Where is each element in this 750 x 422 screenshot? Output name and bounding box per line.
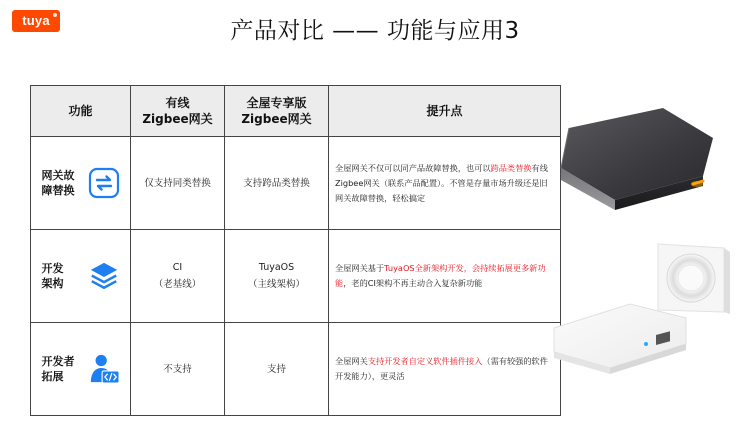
tuya-logo: tuya [12, 10, 60, 32]
func-label: 开发 架构 [41, 262, 64, 290]
table-row [31, 230, 561, 323]
page-title: 产品对比 —— 功能与应用3 [230, 18, 520, 44]
cell-zigbee-replace: 仅支持同类替换 [131, 137, 225, 230]
table-row [31, 323, 561, 416]
table-row [31, 137, 561, 230]
cell-zigbee-dev: 不支持 [131, 323, 225, 416]
header-whole-home-gateway: 全屋专享版 Zigbee网关 [225, 86, 329, 137]
func-label: 网关故 障替换 [41, 169, 75, 197]
white-gateway-image [548, 240, 740, 380]
cell-zigbee-arch: CI （老基线） [131, 230, 225, 323]
layers-stack-icon [88, 260, 120, 292]
cell-improve: 全屋网关基于TuyaOS全新架构开发，会持续拓展更多新功能，老的CI架构不再主动合入复杂新功能 [329, 230, 561, 323]
header-improve: 提升点 [329, 86, 561, 137]
header-zigbee-gateway: 有线 Zigbee网关 [131, 86, 225, 137]
func-label: 开发者 拓展 [41, 355, 75, 383]
black-gateway-image [553, 98, 721, 218]
cell-wholehome-replace: 支持跨品类替换 [225, 137, 329, 230]
cell-improve: 全屋网关支持开发者自定义软件插件接入（需有较强的软件开发能力），更灵活 [329, 323, 561, 416]
cell-improve: 全屋网关不仅可以同产品故障替换，也可以跨品类替换有线Zigbee网关（联系产品配置）。不管是存量市场升级还是旧网关故障替换，轻松搞定 [329, 137, 561, 230]
swap-arrows-icon [88, 167, 120, 199]
developer-code-icon [88, 353, 120, 385]
cell-wholehome-arch: TuyaOS （主线架构） [225, 230, 329, 323]
cell-wholehome-dev: 支持 [225, 323, 329, 416]
comparison-table [30, 85, 561, 416]
header-func: 功能 [31, 86, 131, 137]
table-header-row [31, 86, 561, 137]
